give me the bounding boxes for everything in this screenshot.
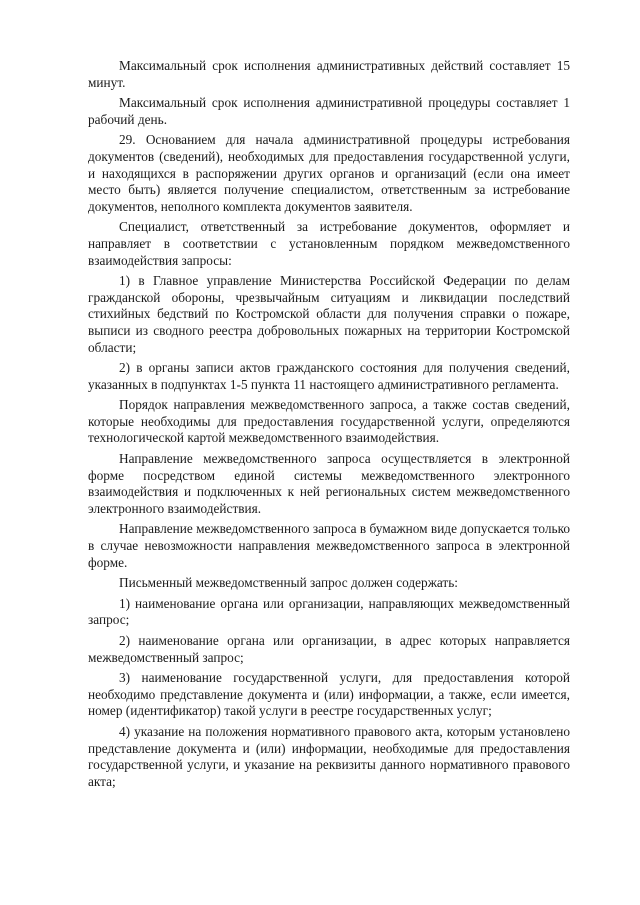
paragraph-request-content: Письменный межведомственный запрос должен содержать: bbox=[119, 575, 459, 591]
list-item-content-4: 4) указание на положения нормативного правового акта, которым установлено представление документа и (или) информации, необходимые для предоставления государственной услуги, и указание на реквизиты данного нормативного правового акта; bbox=[88, 723, 570, 789]
list-item-content-1: 1) наименование органа или организации, направляющих межведомственный запрос; bbox=[88, 595, 570, 628]
paragraph-max-action-time: Максимальный срок исполнения административных действий составляет 15 минут. bbox=[88, 58, 570, 90]
paragraph-request-order: Порядок направления межведомственного запроса, а также состав сведений, которые необходимы для предоставления государственной услуги, определяются технологической картой межведомственного взаимодействия. bbox=[88, 397, 570, 446]
list-item-request-2: 2) в органы записи актов гражданского состояния для получения сведений, указанных в подпунктах 1-5 пункта 11 настоящего административного регламента. bbox=[88, 360, 570, 392]
paragraph-paper-form: Направление межведомственного запроса в бумажном виде допускается только в случае невозможности направления межведомственного запроса в электронной форме. bbox=[88, 521, 570, 570]
paragraph-29-basis: 29. Основанием для начала административной процедуры истребования документов (сведений), необходимых для предоставления государственной услуги, и находящихся в распоряжении других органов и организаций (если она имеет место быть) является получение специалистом, ответственным за истребование документов, неполного комплекта документов заявителя. bbox=[88, 132, 570, 214]
paragraph-max-procedure-time: Максимальный срок исполнения административной процедуры составляет 1 рабочий день. bbox=[88, 95, 570, 127]
list-item-content-2: 2) наименование органа или организации, в адрес которых направляется межведомственный запрос; bbox=[88, 633, 570, 665]
list-item-content-3: 3) наименование государственной услуги, для предоставления которой необходимо представление документа и (или) информации, а также, если имеется, номер (идентификатор) такой услуги в реестре государственных услуг; bbox=[88, 670, 570, 719]
paragraph-specialist-requests: Специалист, ответственный за истребование документов, оформляет и направляет в соответствии с установленным порядком межведомственного взаимодействия запросы: bbox=[88, 219, 570, 268]
paragraph-electronic-form: Направление межведомственного запроса осуществляется в электронной форме посредством единой системы межведомственного электронного взаимодействия и подключенных к ней региональных систем межведомственного электронного взаимодействия. bbox=[88, 451, 570, 516]
list-item-request-1: 1) в Главное управление Министерства Российской Федерации по делам гражданской обороны, чрезвычайным ситуациям и ликвидации последствий стихийных бедствий по Костромской области для получения справки о пожаре, выписи из сводного реестра добровольных пожарных на территории Костромской области; bbox=[88, 273, 570, 355]
